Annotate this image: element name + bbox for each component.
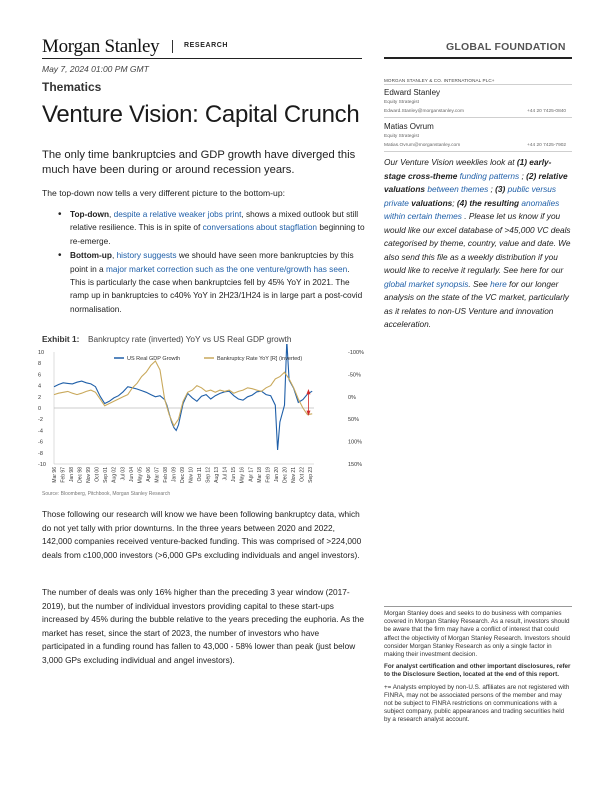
x-tick-label: Jan 98 (69, 467, 76, 483)
x-tick-label: Jul 14 (222, 467, 229, 481)
y-tick-label-right: 0% (348, 394, 356, 401)
callout-bold: (3) (495, 184, 508, 194)
x-tick-label: Feb 97 (60, 467, 67, 483)
global-foundation-label: GLOBAL FOUNDATION (446, 41, 566, 53)
link-weaker-jobs-print[interactable]: despite a relative weaker jobs print (113, 209, 242, 219)
x-tick-label: Jun 15 (231, 467, 238, 483)
bullet-text: we should have seen more bankruptcies by this point in a (70, 250, 354, 274)
x-tick-label: Mar 96 (52, 467, 58, 483)
callout-text: ; (519, 170, 527, 181)
x-tick-label: Mar 07 (154, 467, 161, 483)
x-tick-label: Jun 04 (128, 467, 135, 483)
bankruptcy-gdp-chart (34, 344, 374, 490)
intro-text: The top-down now tells a very different picture to the bottom-up: (42, 188, 285, 198)
author-rule (384, 117, 572, 118)
author-email[interactable]: Matias.Ovrum@morganstanley.com (384, 143, 461, 148)
y-tick-label-left: 6 (38, 372, 42, 379)
x-tick-label: Dec 09 (180, 467, 186, 483)
x-tick-label: Apr 17 (248, 467, 255, 482)
publish-date: May 7, 2024 01:00 PM GMT (42, 64, 149, 74)
bullet-sep: , (111, 250, 117, 261)
bullet-text: . This is particularly the case when bankruptcies fell by 45% YoY in 2021. The ramp up in bankruptcies to c40% YoY in 2H23/1H24 is in large part a post-covid normalisation. (70, 263, 363, 314)
link-market-correction[interactable]: major market correction such as the one venture/growth has seen (105, 263, 348, 274)
exhibit-source: Source: Bloomberg, Pitchbook, Morgan Stanley Research (42, 491, 171, 497)
author-phone: +44 20 7425-0840 (527, 109, 567, 114)
x-tick-label: Sep 12 (205, 467, 212, 483)
callout-bold: valuations (408, 197, 453, 208)
research-label: RESEARCH (184, 42, 229, 49)
bullet-top-down (58, 208, 366, 248)
report-title: Venture Vision: Capital Crunch (42, 101, 360, 128)
x-tick-label: Oct 22 (299, 467, 306, 482)
y-tick-label-right: -100% (348, 350, 364, 356)
link-stagflation[interactable]: conversations about stagflation (202, 222, 318, 233)
x-tick-label: Nov 10 (188, 467, 195, 483)
y-tick-label-left: 2 (38, 394, 42, 401)
author-email[interactable]: Edward.Stanley@morganstanley.com (384, 109, 464, 114)
exhibit-title: Bankruptcy rate (inverted) YoY vs US Real GDP growth (88, 334, 292, 344)
y-tick-label-right: 100% (348, 439, 363, 446)
callout-bold: (2) relative valuations (384, 170, 568, 194)
x-tick-label: Nov 99 (86, 467, 93, 483)
y-tick-label-left: -2 (38, 417, 43, 424)
disclosure-rule (384, 606, 572, 607)
y-tick-label-left: 10 (38, 350, 45, 356)
x-tick-label: Sep 01 (103, 467, 110, 483)
disclosure-finra: += Analysts employed by non-U.S. affiliates are not registered with FINRA, may not be associated persons of the member and may not be subject to FINRA restrictions on communications with a subject company, public appearances and trading securities held by a research analyst account. (384, 683, 570, 724)
body-paragraph-2: The number of deals was only 16% higher than the preceding 3 year window (2017-2019), but the number of individual investors providing capital to these start-ups increased by 45% during the bubble relative to the years preceding the euphoria. As the market has reset, since the start of 2023, the number of investors who have participated in a funding round has fallen to 43,000 - 58% lower than peak (just below 3,000 GPs excluding individual and angel investors). (42, 587, 364, 665)
report-subtitle: The only time bankruptcies and GDP growth have diverged this much have been during or around recession years. (42, 149, 356, 176)
x-tick-label: Sep 23 (308, 467, 314, 483)
link-here[interactable]: here (490, 278, 507, 289)
callout-text: . Please let us know if you would like our excel database of >45,000 VC deals categorised by theme, country, value and date. We also send this file as a weekly distribution if you would like to receive it regularly. See here for our (384, 211, 571, 275)
callout-text: ; (452, 197, 457, 208)
callout-text: for our longer analysis on the state of the VC market, particularly as it relates to non-US Venture and innovation acceleration. (384, 278, 569, 329)
bullet-bottom-up (58, 249, 366, 316)
series-line-bankruptcy (54, 361, 312, 426)
callout-text: . See (468, 278, 491, 289)
x-tick-label: Oct 00 (94, 467, 101, 482)
header-rule-right (384, 57, 572, 59)
body-paragraph-1: Those following our research will know we have been following bankruptcy data, which do not yet tally with prior downturns. In the three years between 2020 and 2022, 142,000 companies received venture-backed funding. This was comprised of >224,000 deals from c100,000 investors (>6,000 GPs excluding individuals and angel investors). (42, 509, 362, 560)
section-label: Thematics (42, 80, 102, 94)
bullet-lead: Top-down (70, 209, 110, 219)
callout-text: Our Venture Vision weeklies look at (384, 157, 517, 167)
disclosure-certification: For analyst certification and other important disclosures, refer to the Disclosure Section, located at the end of this report. (384, 663, 571, 679)
x-tick-label: Feb 08 (162, 467, 169, 483)
link-funding-patterns[interactable]: funding patterns (459, 170, 520, 181)
x-tick-label: Feb 19 (265, 467, 272, 483)
author-rule (384, 151, 572, 152)
divergence-arrow-up (306, 389, 310, 394)
author-phone: +44 20 7425-7902 (527, 143, 567, 148)
y-tick-label-left: 0 (38, 406, 42, 412)
x-tick-label: Dec 20 (282, 467, 289, 483)
x-tick-label: Aug 13 (214, 467, 221, 483)
y-tick-label-left: -8 (38, 450, 43, 457)
callout-bold: (1) early-stage cross-theme (384, 157, 552, 181)
y-tick-label-left: 4 (38, 383, 42, 390)
disclosure-paragraph: Morgan Stanley does and seeks to do business with companies covered in Morgan Stanley Research. As a result, investors should be aware that the firm may have a conflict of interest that could affect the objectivity of Morgan Stanley Research. Investors should consider Morgan Stanley Research as only a single factor in making their investment decision. (384, 610, 571, 659)
y-tick-label-right: 50% (348, 417, 360, 424)
x-tick-label: Jan 09 (171, 467, 178, 483)
y-tick-label-left: -6 (38, 439, 43, 446)
morgan-stanley-logo: Morgan Stanley (42, 36, 160, 57)
link-history-suggests[interactable]: history suggests (116, 250, 177, 261)
y-tick-label-left: -4 (38, 428, 43, 435)
bullet-lead: Bottom-up (70, 250, 112, 261)
author-name: Edward Stanley (384, 88, 441, 97)
x-tick-label: Nov 21 (290, 467, 297, 483)
x-tick-label: Apr 06 (145, 467, 152, 482)
x-tick-label: Dec 98 (77, 467, 84, 483)
author-name: Matias Ovrum (384, 122, 434, 131)
x-tick-label: May 05 (137, 467, 144, 484)
x-tick-label: Jan 20 (273, 467, 280, 483)
author-role: Equity Strategist (384, 100, 419, 105)
link-between-themes[interactable]: between themes (427, 184, 489, 194)
x-tick-label: Mar 18 (256, 467, 263, 483)
callout-text: ; (488, 184, 496, 194)
bullet-sep: , (109, 209, 114, 219)
y-tick-label-right: 150% (348, 462, 363, 468)
bullet-text: beginning to re-emerge. (70, 222, 365, 246)
logo-divider (172, 40, 173, 53)
bullet-text: , shows a mixed outlook but still relative resilience. This is in spite of (70, 209, 359, 233)
legend-label-bankruptcy: Bankruptcy Rate YoY [R] (inverted) (217, 356, 303, 362)
link-global-market-synopsis[interactable]: global market synopsis (384, 278, 469, 289)
disclosure-block (384, 610, 572, 729)
key-points-list (58, 208, 366, 317)
link-public-vs-private[interactable]: public versus private (384, 184, 557, 208)
legend-label-gdp: US Real GDP Growth (127, 356, 181, 362)
header-rule-left (42, 58, 362, 59)
exhibit-label: Exhibit 1: (42, 334, 80, 344)
x-tick-label: May 16 (239, 467, 246, 484)
x-tick-label: Jul 03 (120, 467, 127, 481)
x-tick-label: Aug 02 (111, 467, 118, 483)
venture-vision-callout (384, 156, 572, 332)
link-anomalies[interactable]: anomalies within certain themes (384, 197, 560, 221)
author-rule (384, 84, 572, 85)
y-tick-label-left: -10 (38, 462, 46, 468)
y-tick-label-left: 8 (38, 361, 42, 368)
x-tick-label: Oct 11 (197, 467, 204, 482)
callout-bold: (4) the resulting (456, 197, 522, 208)
y-tick-label-right: -50% (348, 372, 361, 379)
firm-name: MORGAN STANLEY & CO. INTERNATIONAL PLC+ (384, 78, 495, 83)
author-role: Equity Strategist (384, 134, 419, 139)
